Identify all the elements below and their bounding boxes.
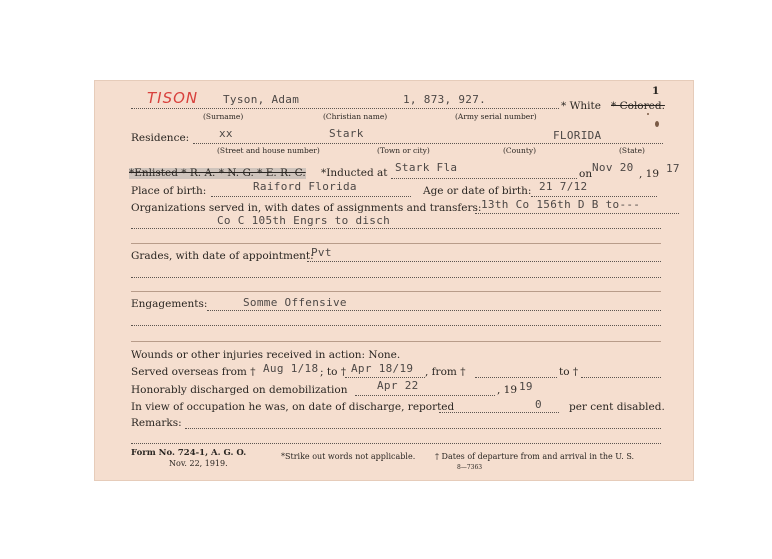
- overseas-to-line: [345, 377, 425, 378]
- colored-label: * Colored.: [611, 100, 665, 112]
- overseas-from2-line: [475, 377, 557, 378]
- corner-number: 1: [652, 85, 660, 97]
- state-caption: (State): [619, 146, 645, 155]
- grades-dots-2: [131, 277, 661, 278]
- induction-year-prefix: , 19: [639, 168, 660, 180]
- induction-place-line: [391, 178, 577, 179]
- engagements-dots-1: [207, 310, 661, 311]
- wounds-statement: Wounds or other injuries received in action: None.: [131, 349, 401, 361]
- handwritten-surname: TISON: [147, 89, 199, 107]
- service-record-card: [94, 80, 694, 481]
- form-number: Form No. 724-1, A. G. O.: [131, 448, 247, 458]
- grades-rule: [131, 291, 661, 292]
- white-label: * White: [561, 100, 601, 112]
- served-overseas-label: Served overseas from †: [131, 366, 256, 378]
- residence-line: [193, 143, 663, 144]
- discharge-date: Apr 22: [377, 379, 419, 392]
- per-cent-disabled-label: per cent disabled.: [569, 401, 665, 413]
- engagement-value: Somme Offensive: [243, 296, 347, 309]
- honorably-discharged-label: Honorably discharged on demobilization: [131, 384, 348, 396]
- birth-place-line: [211, 196, 411, 197]
- residence-state: FLORIDA: [553, 129, 602, 142]
- engagements-dots-2: [131, 325, 661, 326]
- percent-disabled: 0: [535, 398, 542, 411]
- serial-number-caption: (Army serial number): [455, 112, 537, 121]
- org-dots-1: [475, 213, 679, 214]
- form-date: Nov. 22, 1919.: [169, 459, 228, 468]
- discharge-date-line: [355, 395, 495, 396]
- engagements-label: Engagements:: [131, 298, 208, 310]
- remarks-dots-2: [131, 443, 661, 444]
- org-rule: [131, 243, 661, 244]
- org-dots-2: [131, 228, 661, 229]
- on-label: on: [579, 168, 593, 180]
- discharge-year-prefix: , 19: [497, 384, 518, 396]
- induction-place: Stark Fla: [395, 161, 458, 174]
- discharge-year: 19: [519, 380, 533, 393]
- organization-line-1: 13th Co 156th D B to---: [481, 198, 641, 211]
- strike-out-footnote: *Strike out words not applicable.: [281, 452, 416, 461]
- street-caption: (Street and house number): [217, 146, 320, 155]
- disability-line: [439, 412, 559, 413]
- age-label: Age or date of birth:: [423, 185, 532, 197]
- town-caption: (Town or city): [377, 146, 430, 155]
- overseas-to2-line: [581, 377, 661, 378]
- place-of-birth-label: Place of birth:: [131, 185, 207, 197]
- occupation-label: In view of occupation he was, on date of discharge, reported: [131, 401, 455, 413]
- enlisted-options: *Enlisted * R. A. * N. G. * E. R. C.: [129, 167, 306, 179]
- residence-label: Residence:: [131, 132, 190, 144]
- overseas-from2-label: , from †: [425, 366, 466, 378]
- engagements-rule: [131, 341, 661, 342]
- grade-value: Pvt: [311, 246, 332, 259]
- surname-caption: (Surname): [203, 112, 244, 121]
- print-code: 8—7363: [457, 464, 483, 471]
- ink-stain: [655, 121, 659, 127]
- age-line: [531, 196, 657, 197]
- organizations-label: Organizations served in, with dates of assignments and transfers:: [131, 202, 482, 214]
- age-value: 21 7/12: [539, 180, 588, 193]
- christian-name-caption: (Christian name): [323, 112, 388, 121]
- residence-street: xx: [219, 127, 233, 140]
- overseas-from-date: Aug 1/18: [263, 362, 319, 375]
- inducted-at-label: *Inducted at: [321, 167, 388, 179]
- induction-year: 17: [666, 162, 680, 175]
- residence-town: Stark: [329, 127, 364, 140]
- dates-footnote: † Dates of departure from and arrival in the U. S.: [435, 452, 635, 461]
- birth-place: Raiford Florida: [253, 180, 357, 193]
- ink-stain: [647, 113, 649, 115]
- name-line: [131, 108, 559, 109]
- overseas-to-label: ; to †: [320, 366, 347, 378]
- overseas-to2-label: to †: [559, 366, 579, 378]
- overseas-to-date: Apr 18/19: [351, 362, 414, 375]
- induction-date: Nov 20: [592, 161, 634, 174]
- organization-line-2: Co C 105th Engrs to disch: [217, 214, 391, 227]
- remarks-label: Remarks:: [131, 417, 182, 429]
- soldier-name: Tyson, Adam: [223, 93, 300, 106]
- grades-label: Grades, with date of appointment:: [131, 250, 314, 262]
- grades-dots-1: [307, 261, 661, 262]
- remarks-dots-1: [185, 428, 661, 429]
- county-caption: (County): [503, 146, 537, 155]
- army-serial-number: 1, 873, 927.: [403, 93, 487, 106]
